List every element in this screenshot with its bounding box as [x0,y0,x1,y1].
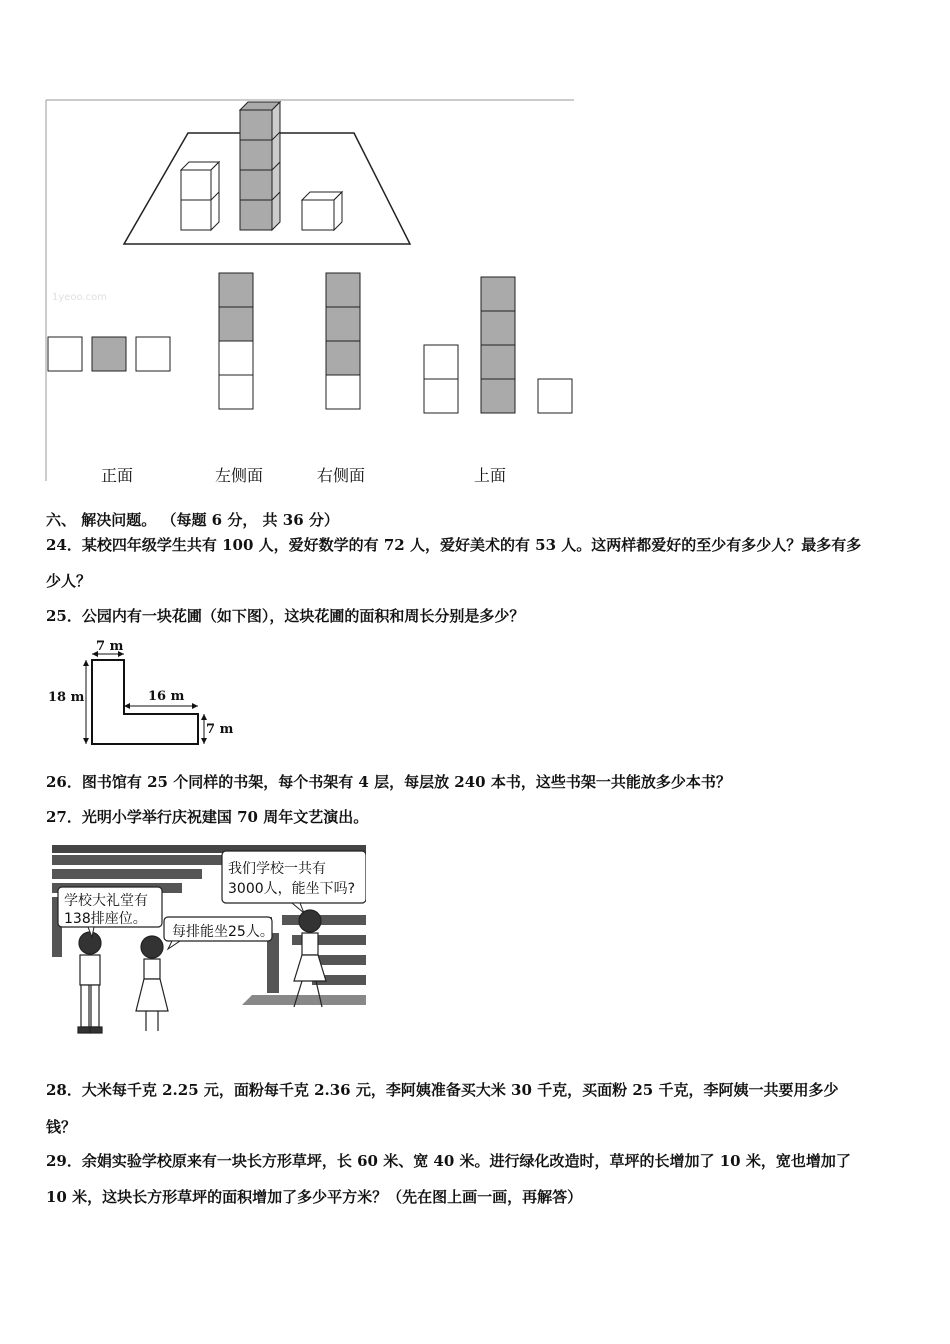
dimension-bottom-length: 16 m [148,689,185,704]
dimension-top-width: 7 m [96,639,124,654]
front-view [48,337,170,371]
view-label-right-side: 右侧面 [317,466,366,485]
bubble-1-line1: 学校大礼堂有 [64,893,148,909]
view-label-front: 正面 [101,466,134,485]
dimension-bottom-height: 7 m [206,722,234,737]
question-28-line1: 28．大米每千克 2.25 元，面粉每千克 2.36 元，李阿姨准备买大米 30 千克，买面粉 25 千克，李阿姨一共要用多少 [46,1081,839,1099]
left-side-view [219,273,253,409]
view-label-left-side: 左侧面 [215,466,264,485]
bubble-3-line2: 3000人，能坐下吗? [228,881,356,897]
view-label-top: 上面 [474,466,507,485]
dimension-height: 18 m [48,690,85,705]
bubble-2-text: 每排能坐25人。 [172,924,274,940]
bubble-3-line1: 我们学校一共有 [228,861,326,877]
question-24-line2: 少人？ [46,572,92,590]
left-cube-stack [181,162,219,230]
cube-figure [44,98,576,483]
question-29-line1: 29．余娟实验学校原来有一块长方形草坪，长 60 米、宽 40 米。进行绿化改造时，草坪的长增加了 10 米，宽也增加了 [46,1152,851,1170]
bubble-1-line2: 138排座位。 [64,911,147,927]
right-side-view [326,273,360,409]
question-28-line2: 钱？ [46,1118,77,1136]
question-29-line2: 10 米，这块长方形草坪的面积增加了多少平方米？（先在图上画一画，再解答） [46,1188,583,1206]
watermark: 1yeoo.com [52,292,108,303]
top-view [424,277,572,413]
question-25: 25．公园内有一块花圃（如下图），这块花圃的面积和周长分别是多少？ [46,607,525,625]
right-single-cube [302,192,342,230]
cube-figure-svg [44,98,576,483]
question-26: 26．图书馆有 25 个同样的书架，每个书架有 4 层，每层放 240 本书，这些书架一共能放多少本书？ [46,773,731,791]
question-27: 27．光明小学举行庆祝建国 70 周年文艺演出。 [46,808,369,826]
stage-floor [242,995,366,1005]
question-24-line1: 24．某校四年级学生共有 100 人，爱好数学的有 72 人，爱好美术的有 53 人。这两样都爱好的至少有多少人？最多有多 [46,536,862,554]
section-heading: 六、 解决问题。 （每题 6 分， 共 36 分） [46,511,339,529]
middle-cube-stack [240,102,280,230]
